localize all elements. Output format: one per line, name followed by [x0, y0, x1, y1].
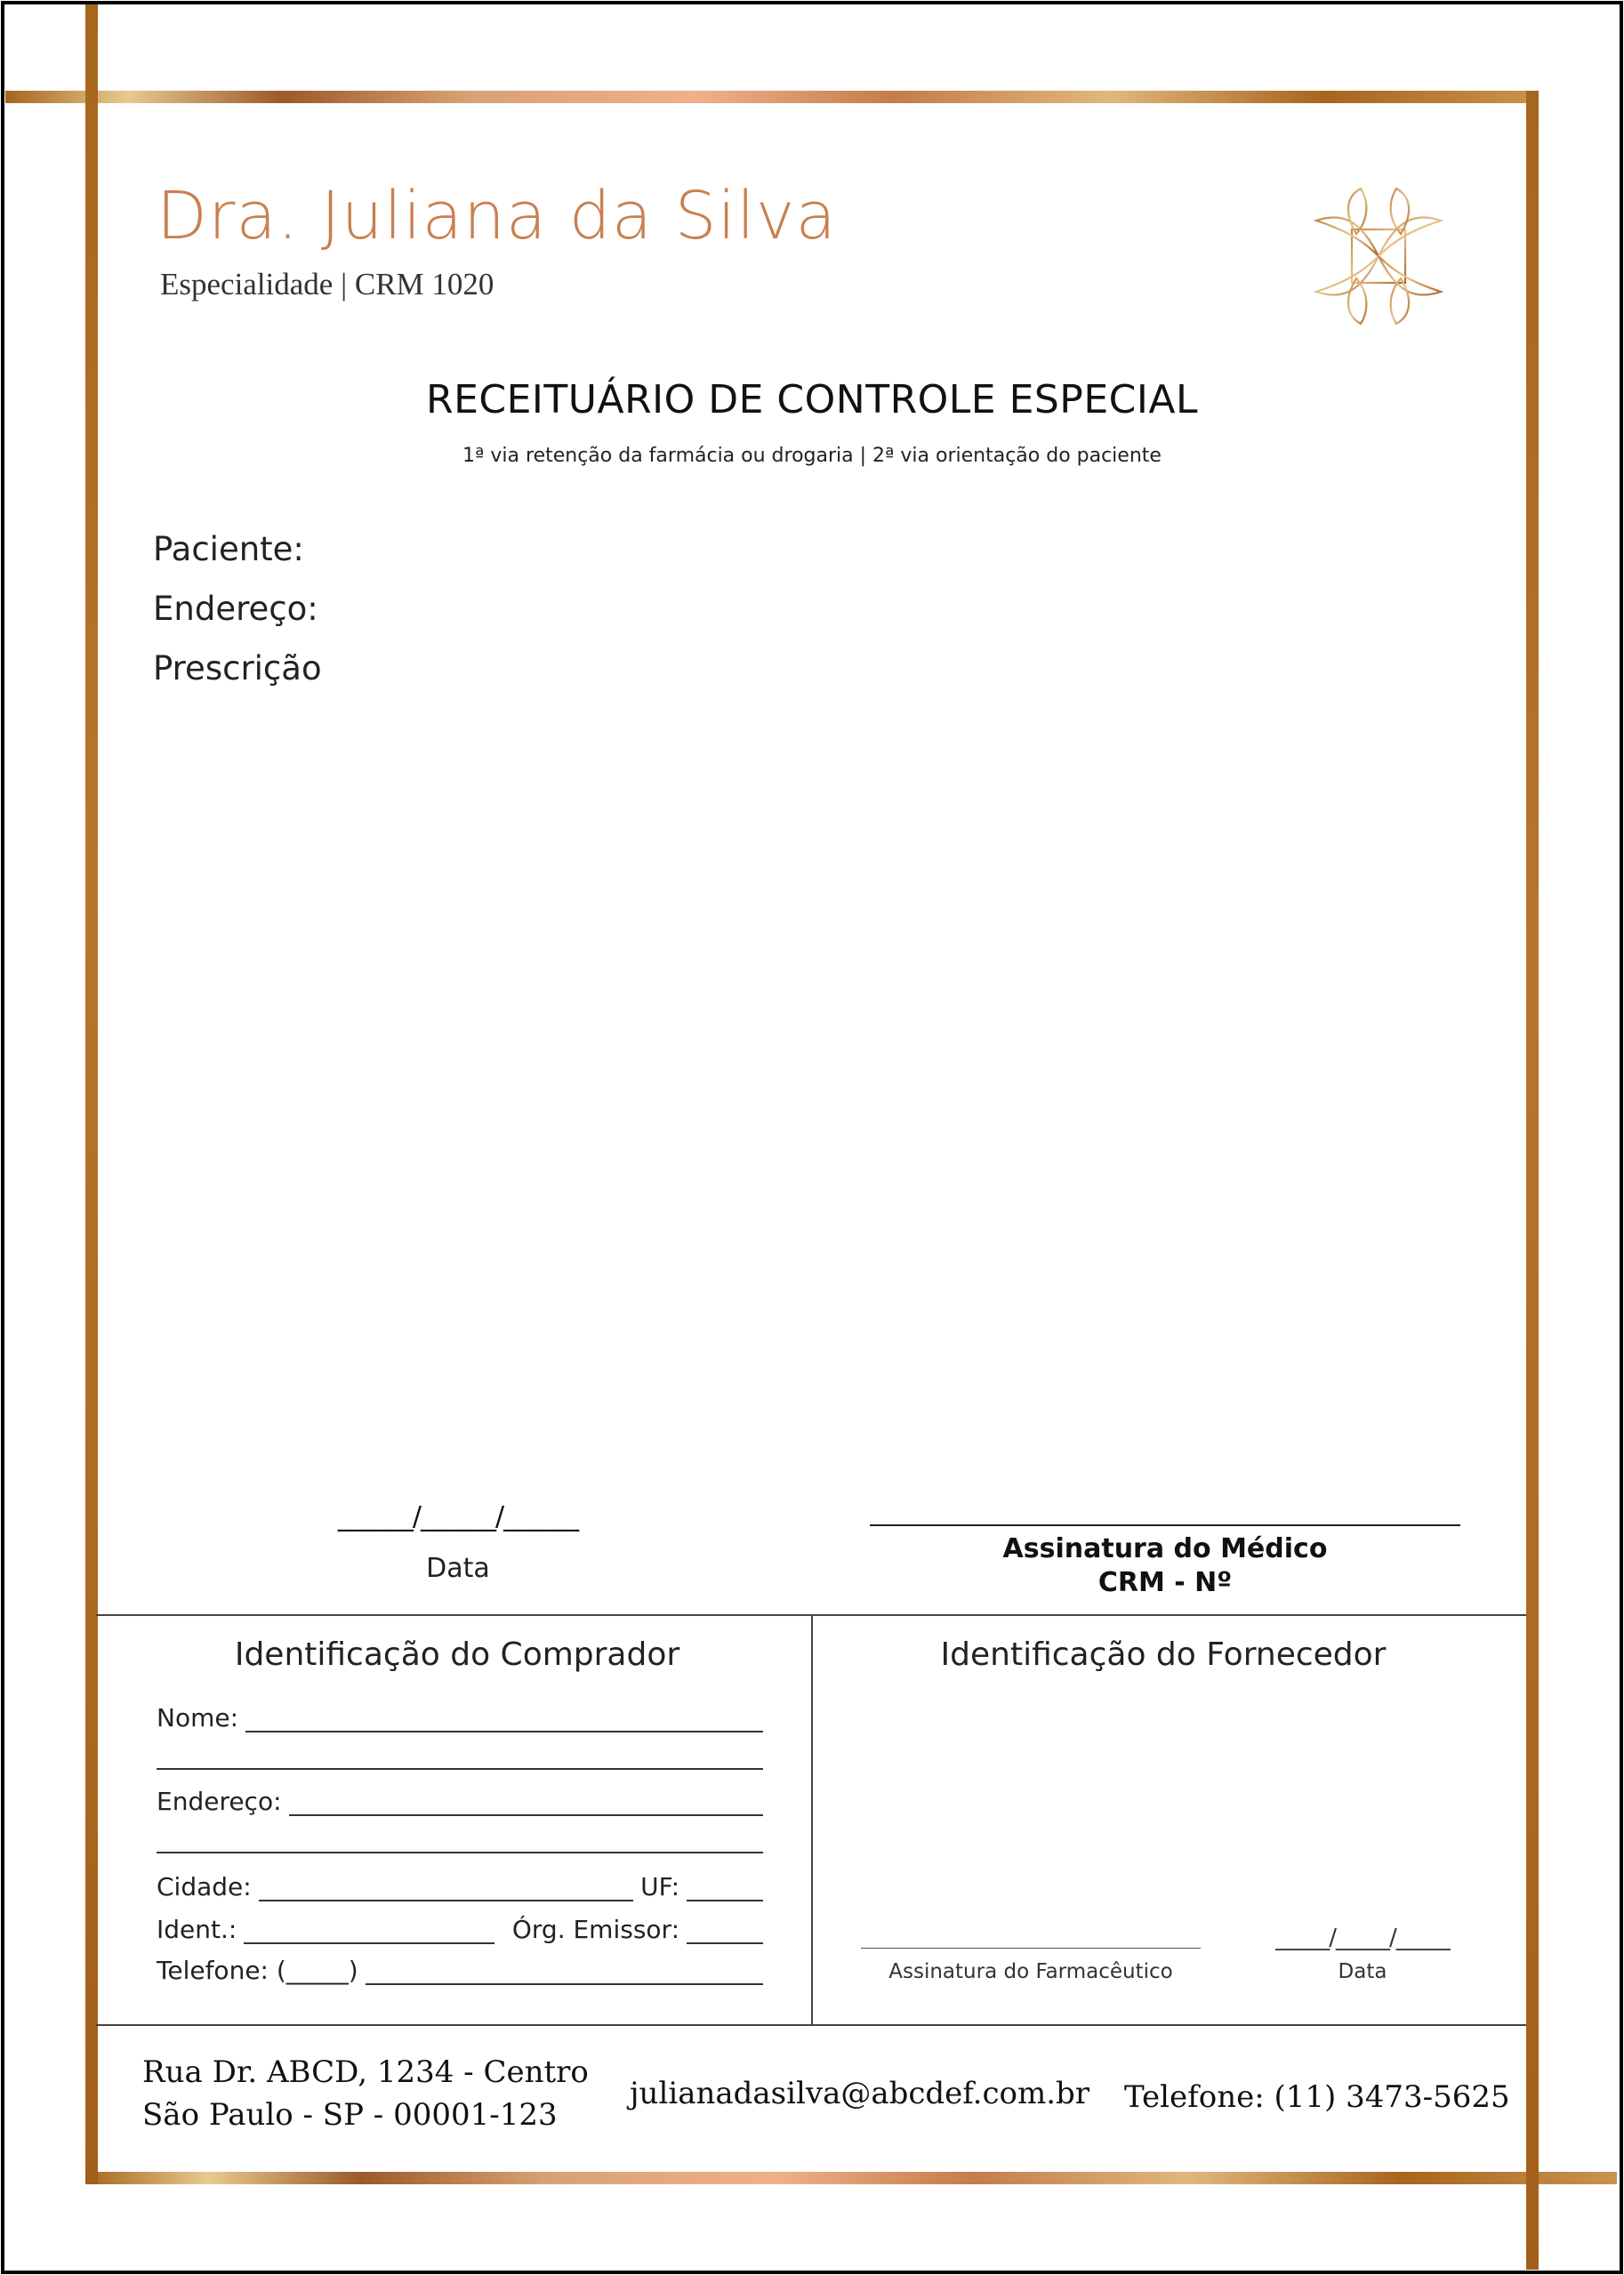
buyer-name-field[interactable]: [245, 1706, 763, 1732]
buyer-issuer-field[interactable]: [687, 1917, 763, 1944]
buyer-phone-label: Telefone: (_____): [157, 1956, 358, 1985]
specialty-crm: Especialidade | CRM 1020: [160, 267, 494, 301]
buyer-address-continuation-line[interactable]: [157, 1852, 763, 1853]
footer-email[interactable]: julianadasilva@abcdef.com.br: [630, 2076, 1090, 2111]
pharmacist-signature-line[interactable]: [861, 1948, 1201, 1949]
buyer-issuer-label: Órg. Emissor:: [511, 1915, 679, 1944]
date-blank: ______/______/______: [337, 1501, 579, 1532]
prescription-label: Prescrição: [153, 649, 322, 687]
table-bottom-divider: [96, 2024, 1526, 2026]
buyer-panel-title: Identificação do Comprador: [234, 1636, 680, 1673]
document-title: RECEITUÁRIO DE CONTROLE ESPECIAL: [426, 377, 1198, 422]
buyer-name-continuation-line[interactable]: [157, 1768, 763, 1770]
pharmacist-signature-label: Assinatura do Farmacêutico: [888, 1960, 1173, 1983]
doctor-signature-line: [870, 1524, 1460, 1526]
doctor-signature-label: Assinatura do Médico: [1002, 1533, 1328, 1564]
footer-phone: Telefone: (11) 3473-5625: [1124, 2079, 1510, 2115]
footer-address-line2: São Paulo - SP - 00001-123: [142, 2097, 558, 2133]
buyer-city-row: [157, 1869, 763, 1901]
buyer-id-label: Ident.:: [157, 1915, 237, 1944]
supplier-panel-title: Identificação do Fornecedor: [940, 1636, 1387, 1673]
frame-bottom-bar: [85, 2172, 1617, 2184]
buyer-name-label: Nome:: [157, 1703, 239, 1732]
buyer-phone-row: [157, 1953, 763, 1985]
buyer-id-row: [157, 1912, 763, 1944]
buyer-uf-field[interactable]: [687, 1875, 763, 1901]
ornamental-leaf-emblem-icon: [1307, 185, 1450, 327]
crm-label: CRM - Nº: [1097, 1567, 1233, 1598]
buyer-city-label: Cidade:: [157, 1872, 252, 1901]
supplier-date-blank[interactable]: _____/_____/_____: [1275, 1925, 1450, 1951]
table-middle-divider: [811, 1614, 813, 2025]
frame-left-bar: [85, 4, 98, 2184]
buyer-uf-label: UF:: [640, 1872, 679, 1901]
doctor-name: Dra. Juliana da Silva: [157, 178, 837, 254]
buyer-city-field[interactable]: [259, 1875, 633, 1901]
buyer-address-field[interactable]: [289, 1789, 763, 1816]
patient-label: Paciente:: [153, 530, 304, 568]
document-subtitle: 1ª via retenção da farmácia ou drogaria | 2ª via orientação do paciente: [462, 445, 1162, 467]
date-label: Data: [426, 1553, 490, 1584]
footer-address-line1: Rua Dr. ABCD, 1234 - Centro: [142, 2054, 589, 2090]
buyer-name-row: [157, 1700, 763, 1732]
buyer-phone-field[interactable]: [366, 1958, 763, 1985]
buyer-address-row: [157, 1784, 763, 1816]
frame-top-bar: [5, 91, 1539, 103]
buyer-address-label: Endereço:: [157, 1787, 282, 1816]
address-label: Endereço:: [153, 590, 318, 628]
supplier-date-label: Data: [1338, 1960, 1387, 1983]
buyer-id-field[interactable]: [244, 1917, 494, 1944]
